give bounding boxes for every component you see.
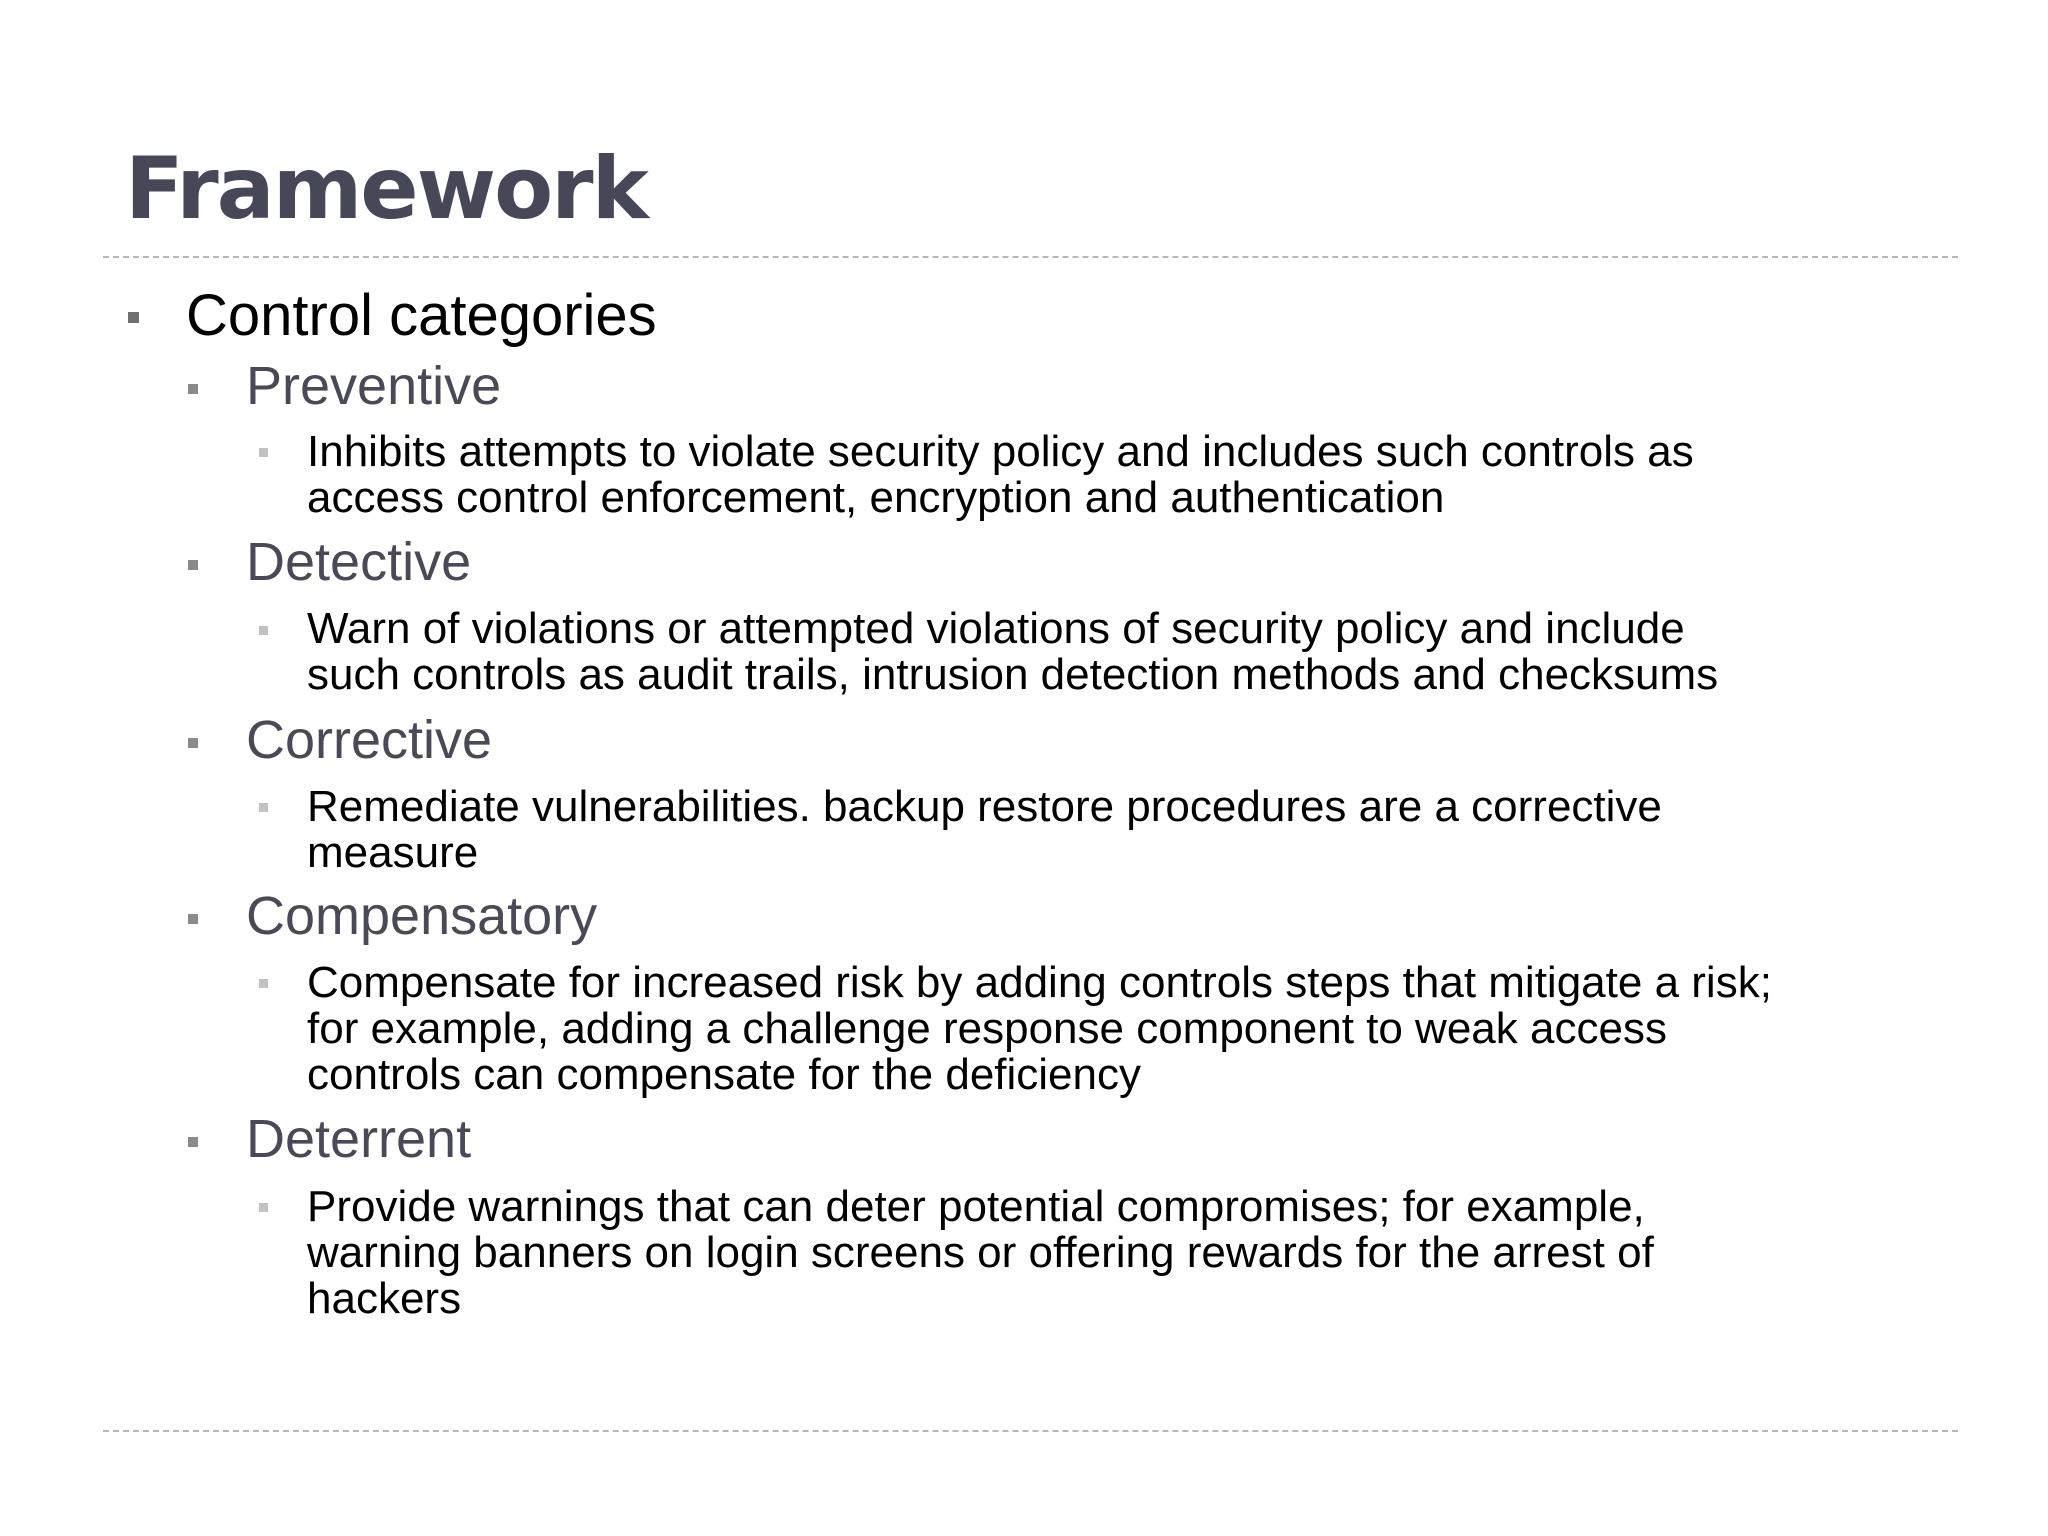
category-deterrent: Deterrent <box>246 1109 472 1169</box>
category-corrective: Corrective <box>246 710 493 770</box>
detail-line: Inhibits attempts to violate security policy and includes such controls as <box>307 427 1694 476</box>
slide-title: Framework <box>125 139 647 239</box>
detail-line: access control enforcement, encryption and authentication <box>307 473 1445 522</box>
bullet-square-icon <box>128 312 139 323</box>
bullet-square-icon <box>259 803 268 812</box>
bullet-square-icon <box>259 1203 268 1212</box>
category-detective: Detective <box>246 532 472 592</box>
bullet-square-icon <box>188 560 198 570</box>
category-compensatory-detail <box>307 960 1772 1098</box>
category-deterrent-detail <box>307 1184 1654 1322</box>
bullet-square-icon <box>259 626 268 635</box>
category-detective-detail <box>307 606 1718 698</box>
bullet-square-icon <box>259 448 268 457</box>
footer-divider <box>103 1430 1958 1432</box>
bullet-square-icon <box>188 738 198 748</box>
detail-line: such controls as audit trails, intrusion detection methods and checksums <box>307 650 1719 699</box>
category-compensatory: Compensatory <box>246 886 598 946</box>
detail-line: Compensate for increased risk by adding controls steps that mitigate a risk; <box>307 958 1772 1007</box>
category-corrective-detail <box>307 784 1662 876</box>
detail-line: controls can compensate for the deficiency <box>307 1050 1142 1099</box>
category-preventive-detail <box>307 429 1694 521</box>
detail-line: Provide warnings that can deter potential compromises; for example, <box>307 1182 1645 1231</box>
category-preventive: Preventive <box>246 356 502 416</box>
bullet-square-icon <box>188 1137 198 1147</box>
bullet-control-categories: Control categories <box>186 283 657 348</box>
bullet-square-icon <box>259 979 268 988</box>
detail-line: Remediate vulnerabilities. backup restore procedures are a corrective <box>307 782 1662 831</box>
detail-line: for example, adding a challenge response component to weak access <box>307 1004 1667 1053</box>
detail-line: hackers <box>307 1274 462 1323</box>
detail-line: Warn of violations or attempted violations of security policy and include <box>307 604 1685 653</box>
bullet-square-icon <box>188 914 198 924</box>
detail-line: measure <box>307 828 479 877</box>
bullet-square-icon <box>188 384 198 394</box>
detail-line: warning banners on login screens or offering rewards for the arrest of <box>307 1228 1654 1277</box>
